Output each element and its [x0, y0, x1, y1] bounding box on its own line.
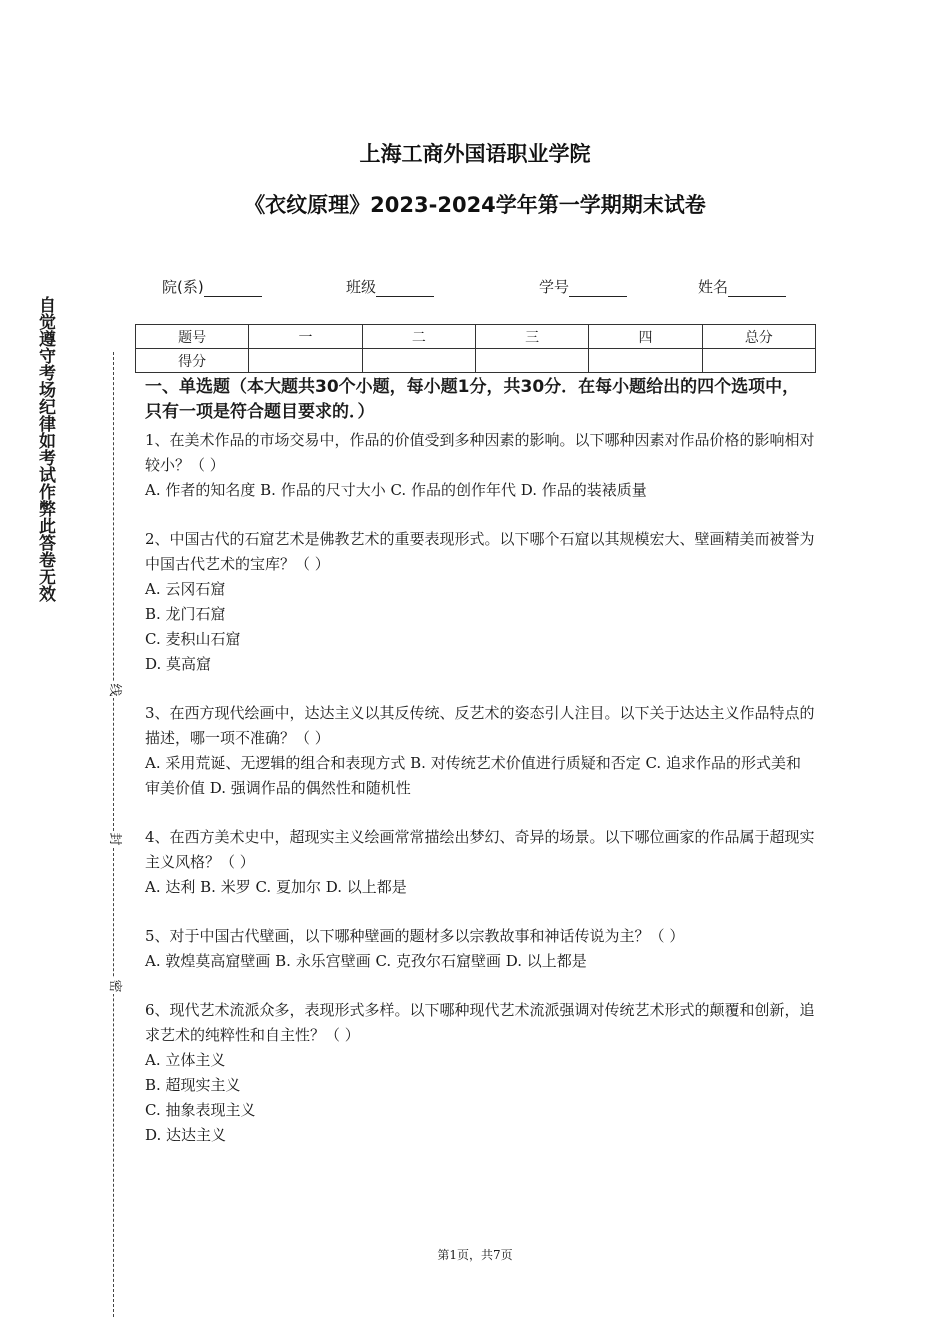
option-a: A. 立体主义 [145, 1051, 226, 1069]
department-label: 院(系) [162, 278, 204, 296]
name-field [698, 276, 786, 297]
question-options: A. 达利 B. 米罗 C. 夏加尔 D. 以上都是 [145, 878, 407, 896]
page-number: 第1页，共7页 [437, 1248, 513, 1262]
question-stem: 2、中国古代的石窟艺术是佛教艺术的重要表现形式。以下哪个石窟以其规模宏大、壁画精美而被誉为中国古代艺术的宝库？（ ） [145, 530, 815, 573]
option-c: C. 麦积山石窟 [145, 630, 241, 648]
score-blank-cell[interactable] [249, 349, 362, 373]
question-stem: 4、在西方美术史中，超现实主义绘画常常描绘出梦幻、奇异的场景。以下哪位画家的作品属于超现实主义风格？（ ） [145, 828, 815, 871]
score-table-score-row [136, 349, 816, 373]
binding-line-char: 线 [107, 683, 122, 697]
option-b: B. 龙门石窟 [145, 605, 226, 623]
score-table-header-row [136, 325, 816, 349]
binding-secret-char: 密 [107, 979, 122, 993]
question-stem: 5、对于中国古代壁画，以下哪种壁画的题材多以宗教故事和神话传说为主？（ ） [145, 927, 685, 945]
option-d: D. 达达主义 [145, 1126, 227, 1144]
binding-seal-char: 封 [107, 832, 122, 846]
department-blank[interactable] [204, 281, 262, 297]
class-blank[interactable] [376, 281, 434, 297]
option-b: B. 超现实主义 [145, 1076, 241, 1094]
score-table [135, 324, 816, 373]
option-d: D. 莫高窟 [145, 655, 212, 673]
exam-title: 《衣纹原理》2023-2024学年第一学期期末试卷 [244, 193, 706, 217]
name-blank[interactable] [728, 281, 786, 297]
student-id-blank[interactable] [569, 281, 627, 297]
question-stem: 1、在美术作品的市场交易中，作品的价值受到多种因素的影响。以下哪种因素对作品价格的影响相对较小？（ ） [145, 431, 815, 474]
score-blank-cell[interactable] [702, 349, 815, 373]
question-2 [145, 527, 815, 677]
exam-discipline-notice: 自觉遵守考场纪律如考试作弊此答卷无效 [35, 296, 55, 602]
question-6 [145, 998, 815, 1148]
question-4 [145, 825, 815, 900]
question-5 [145, 924, 815, 974]
question-area [145, 375, 815, 1148]
score-blank-cell[interactable] [475, 349, 588, 373]
score-cell: 三 [475, 325, 588, 349]
score-cell: 总分 [702, 325, 815, 349]
option-a: A. 云冈石窟 [145, 580, 226, 598]
question-options: A. 敦煌莫高窟壁画 B. 永乐宫壁画 C. 克孜尔石窟壁画 D. 以上都是 [145, 952, 587, 970]
option-c: C. 抽象表现主义 [145, 1101, 256, 1119]
score-row-label: 得分 [136, 349, 249, 373]
score-cell: 二 [362, 325, 475, 349]
score-cell: 一 [249, 325, 362, 349]
score-blank-cell[interactable] [589, 349, 702, 373]
question-options: A. 作者的知名度 B. 作品的尺寸大小 C. 作品的创作年代 D. 作品的装裱质量 [145, 481, 647, 499]
student-id-label: 学号 [539, 278, 570, 296]
department-field [162, 276, 262, 297]
class-field [346, 276, 434, 297]
section-heading: 一、单选题（本大题共30个小题，每小题1分，共30分．在每小题给出的四个选项中，只有一项是符合题目要求的．） [145, 377, 800, 422]
class-label: 班级 [346, 278, 377, 296]
score-blank-cell[interactable] [362, 349, 475, 373]
question-stem: 3、在西方现代绘画中，达达主义以其反传统、反艺术的姿态引人注目。以下关于达达主义作品特点的描述，哪一项不准确？（ ） [145, 704, 815, 747]
question-options: A. 采用荒诞、无逻辑的组合和表现方式 B. 对传统艺术价值进行质疑和否定 C. 追求作品的形式美和审美价值 D. 强调作品的偶然性和随机性 [145, 754, 801, 797]
question-3 [145, 701, 815, 801]
name-label: 姓名 [698, 278, 729, 296]
question-1 [145, 428, 815, 503]
question-stem: 6、现代艺术流派众多，表现形式多样。以下哪种现代艺术流派强调对传统艺术形式的颠覆和创新，追求艺术的纯粹性和自主性？（ ） [145, 1001, 815, 1044]
score-cell: 题号 [136, 325, 249, 349]
score-cell: 四 [589, 325, 702, 349]
school-name: 上海工商外国语职业学院 [359, 142, 591, 166]
student-id-field [539, 276, 627, 297]
